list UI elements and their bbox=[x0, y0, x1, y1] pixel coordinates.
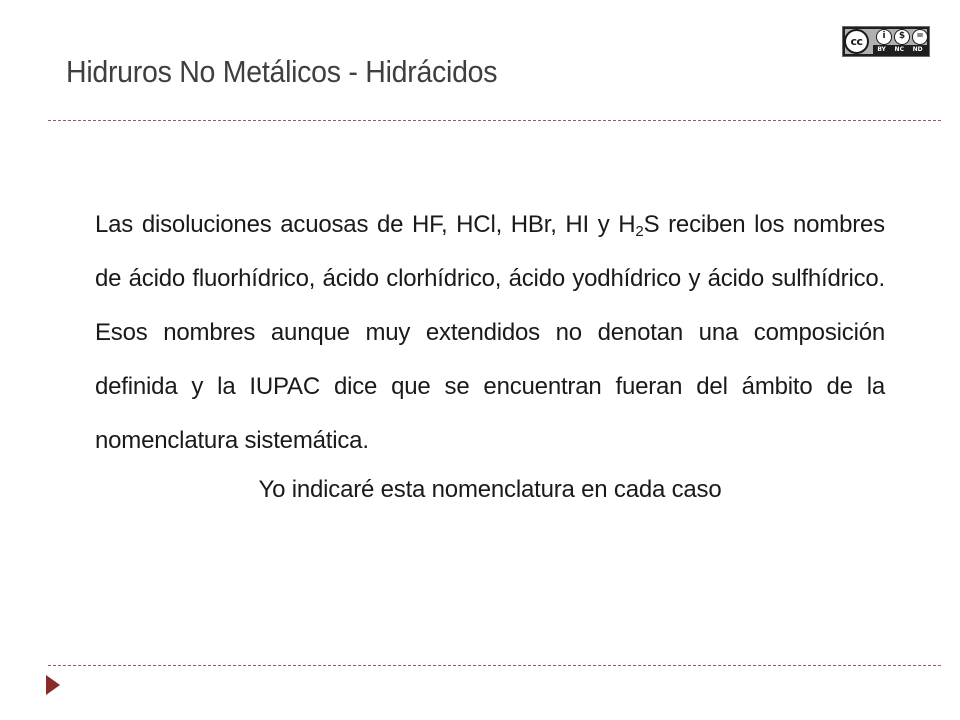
slide-bullet-triangle-icon bbox=[46, 675, 60, 695]
equals-icon: = bbox=[912, 29, 928, 45]
cc-license-badge[interactable] bbox=[842, 26, 930, 57]
paragraph-text-end: S reciben los nombres de ácido fluorhídrico, ácido clorhídrico, ácido yodhídrico y ácido sulfhídrico. Esos nombres aunque muy extendidos no denotan una composición definida y la IUPAC dice que se encuentran fueran del ámbito de la nomenclatura sistemática. bbox=[95, 211, 885, 454]
cc-license-strip bbox=[873, 45, 927, 54]
cc-logo-icon: cc bbox=[844, 29, 869, 54]
paragraph-text-start: Las disoluciones acuosas de HF, HCl, HBr, HI y H bbox=[95, 211, 636, 238]
centered-note: Yo indicaré esta nomenclatura en cada caso bbox=[258, 476, 722, 503]
body-paragraph bbox=[95, 198, 885, 468]
no-dollar-icon: $ bbox=[894, 29, 910, 45]
subscript-two: 2 bbox=[635, 223, 644, 240]
slide-title: Hidruros No Metálicos - Hidrácidos bbox=[66, 54, 498, 89]
cc-label-nd: ND bbox=[912, 46, 923, 53]
title-divider bbox=[48, 120, 941, 121]
cc-label-by: BY bbox=[877, 46, 886, 53]
footer-divider bbox=[48, 665, 941, 666]
person-icon: i bbox=[876, 29, 892, 45]
cc-label-nc: NC bbox=[894, 46, 904, 53]
